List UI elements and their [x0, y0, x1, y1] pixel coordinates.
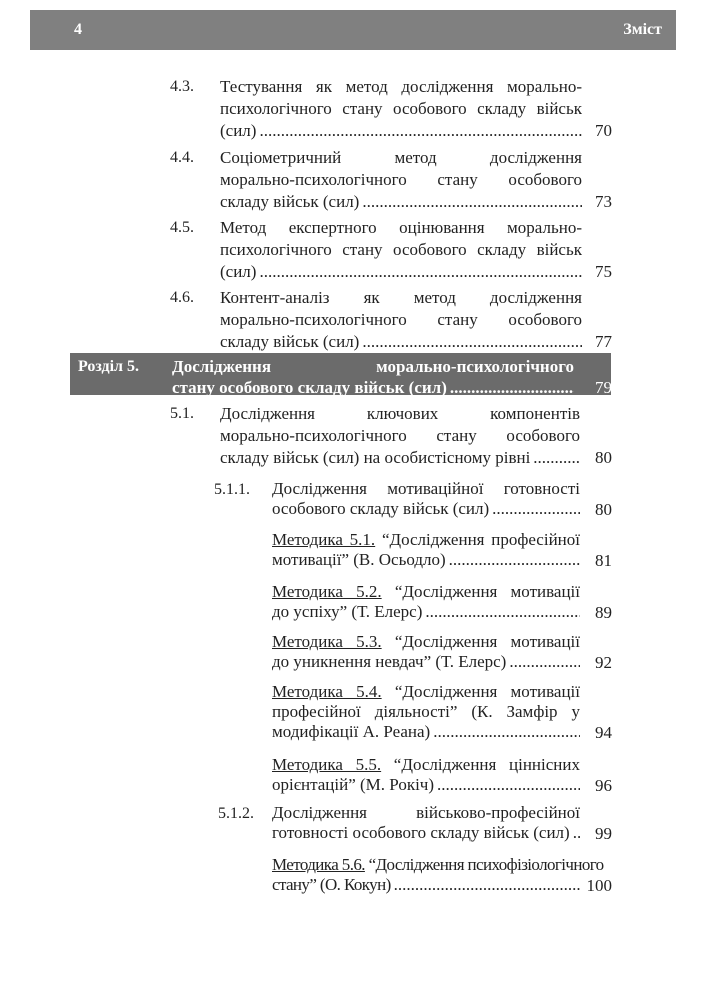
- toc-entry-text-line: [272, 602, 580, 622]
- toc-entry-text: “Дослідження психофізіологічного: [368, 855, 604, 874]
- toc-entry-text-line: [272, 479, 580, 499]
- toc-entry-text: професійної діяльності” (К. Замфір у: [272, 702, 580, 721]
- toc-entry-text-line: [172, 377, 574, 398]
- toc-entry-text: стану особового складу військ (сил): [172, 378, 447, 397]
- toc-entry-text: Дослідження ключових компонентів: [220, 404, 580, 423]
- toc-entry-text-line: [220, 287, 582, 309]
- toc-entry-page: 70: [595, 121, 612, 140]
- toc-entry-text-line: [220, 239, 582, 261]
- toc-entry-text: “Дослідження мотивації: [394, 582, 580, 601]
- method-label: Методика 5.1.: [272, 530, 376, 549]
- toc-entry-text: готовності особового складу військ (сил): [272, 823, 570, 842]
- toc-entry-page: 96: [595, 776, 612, 795]
- toc-entry-text: психологічного стану особового складу військ: [220, 240, 582, 259]
- toc-entry-text-line: [220, 447, 580, 469]
- method-label: Методика 5.4.: [272, 682, 382, 701]
- toc-entry-text: психологічного стану особового складу військ: [220, 99, 582, 118]
- toc-entry-text-line: [220, 309, 582, 331]
- toc-entry-text: “Дослідження ціннісних: [393, 755, 580, 774]
- toc-entry-text: “Дослідження мотивації: [394, 632, 580, 651]
- toc-entry-page: 99: [595, 824, 612, 843]
- toc-entry-text-line: [172, 356, 574, 377]
- toc-entry-text: складу військ (сил): [220, 332, 360, 351]
- toc-entry-text: до уникнення невдач” (Т. Елерс): [272, 652, 507, 671]
- toc-entry-text-line: [220, 191, 582, 213]
- dot-leader: [433, 722, 580, 742]
- toc-entry-text: Дослідження мотиваційної готовності: [272, 479, 580, 498]
- toc-entry-page: 80: [595, 500, 612, 519]
- toc-entry-number: 4.6.: [170, 289, 194, 306]
- toc-entry-text: складу військ (сил): [220, 192, 360, 211]
- toc-entry-text-line: [220, 261, 582, 283]
- toc-entry-number: 5.1.2.: [218, 805, 254, 822]
- toc-entry-number: Розділ 5.: [78, 358, 140, 375]
- toc-entry-text-line: [272, 582, 580, 602]
- toc-entry-text-line: [220, 98, 582, 120]
- dot-leader: [509, 652, 580, 672]
- toc-entry-text-line: [220, 425, 580, 447]
- dot-leader: [259, 120, 582, 142]
- toc-entry-page: 100: [586, 876, 612, 895]
- toc-entry-number: 4.4.: [170, 149, 194, 166]
- toc-entry-text-line: [272, 823, 580, 843]
- toc-entry-number: 4.3.: [170, 78, 194, 95]
- toc-entry-text: Метод експертного оцінювання морально-: [220, 218, 582, 237]
- page-number: 4: [74, 21, 82, 38]
- toc-entry-text-line: [220, 120, 582, 142]
- toc-entry-text-line: [220, 169, 582, 191]
- toc-entry-text: “Дослідження професійної: [381, 530, 580, 549]
- toc-entry-page: 81: [595, 551, 612, 570]
- toc-entry-text-line: [272, 875, 580, 895]
- running-title: Зміст: [623, 21, 662, 38]
- toc-entry-page: 77: [595, 332, 612, 351]
- dot-leader: [362, 191, 582, 213]
- toc-entry-text-line: [220, 331, 582, 353]
- dot-leader: [437, 775, 580, 795]
- toc-entry-page: 79: [595, 378, 612, 397]
- toc-entry-text: (сил): [220, 121, 257, 140]
- toc-entry-text-line: [272, 499, 580, 519]
- toc-entry-text-line: [272, 632, 580, 652]
- toc-entry-text-line: [220, 76, 582, 98]
- dot-leader: [533, 447, 580, 469]
- toc-entry-text: (сил): [220, 262, 257, 281]
- toc-entry-text: Соціометричний метод дослідження: [220, 148, 582, 167]
- toc-entry-number: 5.1.: [170, 405, 194, 422]
- toc-entry-text-line: [272, 855, 604, 875]
- toc-entry-text-line: [272, 550, 580, 570]
- toc-entry-text-line: [272, 652, 580, 672]
- toc-entry-text-line: [220, 147, 582, 169]
- toc-entry-page: 73: [595, 192, 612, 211]
- dot-leader: [259, 261, 582, 283]
- toc-entry-text-line: [220, 403, 580, 425]
- toc-entry-text: Контент-аналіз як метод дослідження: [220, 288, 582, 307]
- toc-entry-text: модифікації А. Реана): [272, 722, 431, 741]
- toc-entry-page: 80: [595, 448, 612, 467]
- dot-leader: [362, 331, 582, 353]
- method-label: Методика 5.6.: [272, 855, 365, 874]
- toc-entry-text: складу військ (сил) на особистісному рівні: [220, 448, 531, 467]
- dot-leader: [394, 875, 580, 895]
- toc-entry-text-line: [272, 722, 580, 742]
- toc-entry-text: мотивації” (В. Осьодло): [272, 550, 446, 569]
- toc-entry-text: морально-психологічного стану особового: [220, 426, 580, 445]
- toc-entry-text: Дослідження військово-професійної: [272, 803, 580, 822]
- running-header: [30, 10, 676, 50]
- toc-entry-text-line: [272, 702, 580, 722]
- dot-leader: [425, 602, 580, 622]
- dot-leader: [450, 377, 574, 398]
- toc-entry-text: особового складу військ (сил): [272, 499, 490, 518]
- toc-entry-text: стану” (О. Кокун): [272, 875, 391, 894]
- toc-entry-text-line: [272, 775, 580, 795]
- toc-entry-number: 5.1.1.: [214, 481, 250, 498]
- toc-entry-text: орієнтацій” (М. Рокіч): [272, 775, 435, 794]
- method-label: Методика 5.3.: [272, 632, 382, 651]
- toc-entry-text: морально-психологічного стану особового: [220, 170, 582, 189]
- toc-entry-text-line: [272, 755, 580, 775]
- toc-entry-text-line: [272, 682, 580, 702]
- toc-entry-page: 92: [595, 653, 612, 672]
- toc-entry-text-line: [220, 217, 582, 239]
- toc-entry-text-line: [272, 803, 580, 823]
- dot-leader: [492, 499, 580, 519]
- toc-entry-text: Тестування як метод дослідження морально-: [220, 77, 582, 96]
- toc-entry-page: 89: [595, 603, 612, 622]
- toc-entry-number: 4.5.: [170, 219, 194, 236]
- toc-entry-text-line: [272, 530, 580, 550]
- method-label: Методика 5.5.: [272, 755, 382, 774]
- toc-entry-page: 94: [595, 723, 612, 742]
- toc-entry-text: до успіху” (Т. Елерс): [272, 602, 423, 621]
- toc-entry-page: 75: [595, 262, 612, 281]
- method-label: Методика 5.2.: [272, 582, 382, 601]
- toc-entry-text: морально-психологічного стану особового: [220, 310, 582, 329]
- dot-leader: [449, 550, 580, 570]
- toc-entry-text: Дослідження морально-психологічного: [172, 357, 574, 376]
- toc-entry-text: “Дослідження мотивації: [394, 682, 580, 701]
